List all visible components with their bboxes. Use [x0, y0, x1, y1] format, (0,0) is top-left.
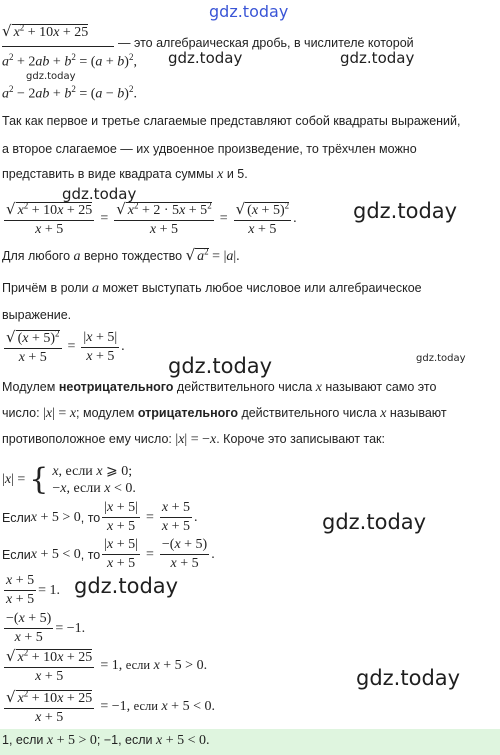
- formula-result-minus-one: $\frac{-(x + 5)}{x + 5}$ = −1.: [6, 611, 86, 645]
- text-line-14: противоположное ему число: |x| = −x. Короче это записывают так:: [2, 432, 385, 447]
- watermark-4: gdz.today: [26, 71, 76, 82]
- text-line-13: число: |x| = x; модулем отрицательного действительного числа x называют: [2, 406, 447, 421]
- formula-result-one: $\frac{x + 5}{x + 5}$ = 1.: [6, 573, 61, 607]
- text-line-9: Причём в роли a может выступать любое числовое или алгебраическое: [2, 281, 422, 296]
- text-line-4: Так как первое и третье слагаемые представляют собой квадраты выражений,: [2, 114, 461, 128]
- text-line-5: а второе слагаемое — их удвоенное произведение, то трёхчлен можно: [2, 142, 417, 156]
- text-line-6: представить в виде квадрата суммы x и 5.: [2, 167, 248, 182]
- answer-text: 1, если x + 5 > 0; −1, если x + 5 < 0.: [2, 733, 210, 748]
- watermark-8: gdz.today: [416, 353, 466, 364]
- watermark-top: gdz.today: [209, 2, 289, 21]
- watermark-9: gdz.today: [322, 510, 427, 534]
- fraction-bar-top: [2, 46, 114, 47]
- watermark-11: gdz.today: [356, 666, 461, 690]
- formula-modulus: $\frac{√ (x + 5)^2}{x + 5}$ = $\frac{|x + 5|}{x + 5}$ .: [6, 328, 125, 365]
- formula-case-positive: Если x + 5 > 0 , то $\frac{|x + 5|}{x + 5}$ = $\frac{x + 5}{x + 5}$ .: [2, 500, 198, 534]
- formula-square-diff: $a^2 - 2ab + b^2 = (a - b)^2$.: [2, 84, 137, 102]
- formula-sqrt-numerator: √ $x^2 + 10x + 25$: [2, 22, 89, 40]
- watermark-7: gdz.today: [168, 354, 273, 378]
- text-line-1: — это алгебраическая дробь, в числителе которой: [118, 36, 414, 50]
- formula-conclusion-positive: $\frac{√ x^2 + 10x + 25}{x + 5}$ = 1, если x + 5 > 0.: [6, 647, 208, 684]
- watermark-5: gdz.today: [62, 185, 137, 203]
- watermark-2: gdz.today: [168, 49, 243, 67]
- formula-square-sum: $a^2 + 2ab + b^2 = (a + b)^2$,: [2, 52, 137, 70]
- formula-case-negative: Если x + 5 < 0 , то $\frac{|x + 5|}{x + 5}$ = $\frac{-(x + 5)}{x + 5}$ .: [2, 537, 215, 571]
- formula-conclusion-negative: $\frac{√ x^2 + 10x + 25}{x + 5}$ = −1, если x + 5 < 0.: [6, 688, 215, 725]
- formula-piecewise: |x| = { x, если x ⩾ 0; −x, если x < 0.: [2, 462, 136, 497]
- text-line-10: выражение.: [2, 308, 72, 322]
- watermark-6: gdz.today: [353, 199, 458, 223]
- text-line-12: Модулем неотрицательного действительного числа x называют само это: [2, 380, 437, 395]
- watermark-10: gdz.today: [74, 574, 179, 598]
- formula-main: $\frac{√ x^2 + 10x + 25}{x + 5}$ = $\frac{√ x^2 + 2 \cdot 5x + 5^2}{x + 5}$ = $\frac{√ (x + 5)^2}{x + 5}$ .: [6, 200, 297, 237]
- watermark-3: gdz.today: [340, 49, 415, 67]
- text-line-8: Для любого a верно тождество √ $a^2 = |a|$.: [2, 246, 240, 264]
